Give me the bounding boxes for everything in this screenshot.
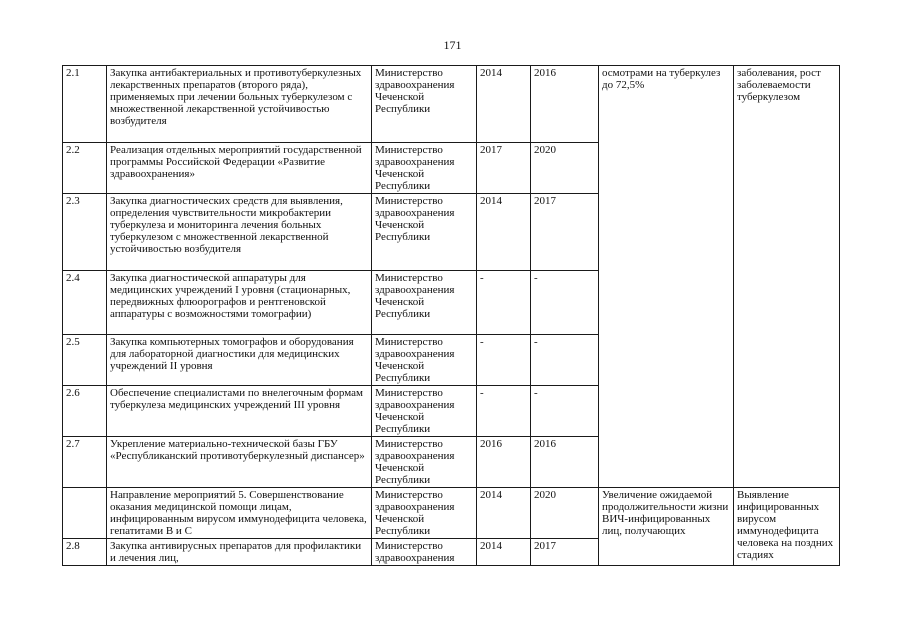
row-number: 2.2 <box>63 143 107 194</box>
executor: Министерство здравоохранения Чеченской Республики <box>372 386 477 437</box>
end-year: 2016 <box>531 66 599 143</box>
row-number: 2.1 <box>63 66 107 143</box>
relation-to-indicators: заболевания, рост заболеваемости туберкулезом <box>734 66 840 488</box>
executor: Министерство здравоохранения Чеченской Республики <box>372 488 477 539</box>
activity-name: Реализация отдельных мероприятий государственной программы Российской Федерации «Развитие здравоохранения» <box>107 143 372 194</box>
end-year: - <box>531 335 599 386</box>
start-year: 2014 <box>477 66 531 143</box>
start-year: 2014 <box>477 194 531 271</box>
activity-name: Закупка диагностической аппаратуры для медицинских учреждений I уровня (стационарных, передвижных флюорографов и рентгеновской аппаратуры с возможностями томографии) <box>107 271 372 335</box>
program-activities-table <box>62 65 840 566</box>
executor: Министерство здравоохранения Чеченской Республики <box>372 143 477 194</box>
activity-name: Укрепление материально-технической базы ГБУ «Республиканский противотуберкулезный диспансер» <box>107 437 372 488</box>
start-year: - <box>477 271 531 335</box>
start-year: - <box>477 386 531 437</box>
executor: Министерство здравоохранения Чеченской Республики <box>372 194 477 271</box>
table-row <box>63 66 840 143</box>
end-year: 2016 <box>531 437 599 488</box>
activity-name: Закупка антивирусных препаратов для профилактики и лечения лиц, <box>107 539 372 566</box>
executor: Министерство здравоохранения Чеченской Республики <box>372 66 477 143</box>
activity-direction-heading: Направление мероприятий 5. Совершенствование оказания медицинской помощи лицам, инфицированным вирусом иммунодефицита человека, гепатитами В и С <box>107 488 372 539</box>
end-year: - <box>531 386 599 437</box>
executor: Министерство здравоохранения Чеченской Республики <box>372 271 477 335</box>
row-number: 2.6 <box>63 386 107 437</box>
activity-name: Обеспечение специалистами по внелегочным формам туберкулеза медицинских учреждений III уровня <box>107 386 372 437</box>
expected-result: осмотрами на туберкулез до 72,5% <box>599 66 734 488</box>
start-year: 2014 <box>477 539 531 566</box>
start-year: - <box>477 335 531 386</box>
end-year: 2020 <box>531 488 599 539</box>
executor: Министерство здравоохранения Чеченской Республики <box>372 335 477 386</box>
end-year: 2017 <box>531 539 599 566</box>
activity-name: Закупка антибактериальных и противотуберкулезных лекарственных препаратов (второго ряда), применяемых при лечении больных туберкулезом с множественной лекарственной устойчивостью возбудителя <box>107 66 372 143</box>
end-year: - <box>531 271 599 335</box>
row-number: 2.5 <box>63 335 107 386</box>
activity-name: Закупка компьютерных томографов и оборудования для лабораторной диагностики для медицинских учреждений II уровня <box>107 335 372 386</box>
row-number: 2.3 <box>63 194 107 271</box>
expected-result: Увеличение ожидаемой продолжительности жизни ВИЧ-инфицированных лиц, получающих <box>599 488 734 566</box>
row-number: 2.8 <box>63 539 107 566</box>
row-number: 2.4 <box>63 271 107 335</box>
page-number: 171 <box>443 38 462 52</box>
row-number: 2.7 <box>63 437 107 488</box>
table-row <box>63 488 840 539</box>
end-year: 2020 <box>531 143 599 194</box>
executor: Министерство здравоохранения <box>372 539 477 566</box>
activity-name: Закупка диагностических средств для выявления, определения чувствительности микробактерии туберкулеза и мониторинга лечения больных туберкулезом с множественной лекарственной устойчивостью возбудителя <box>107 194 372 271</box>
executor: Министерство здравоохранения Чеченской Республики <box>372 437 477 488</box>
start-year: 2014 <box>477 488 531 539</box>
row-number <box>63 488 107 539</box>
start-year: 2017 <box>477 143 531 194</box>
start-year: 2016 <box>477 437 531 488</box>
end-year: 2017 <box>531 194 599 271</box>
relation-to-indicators: Выявление инфицированных вирусом иммунодефицита человека на поздних стадиях <box>734 488 840 566</box>
